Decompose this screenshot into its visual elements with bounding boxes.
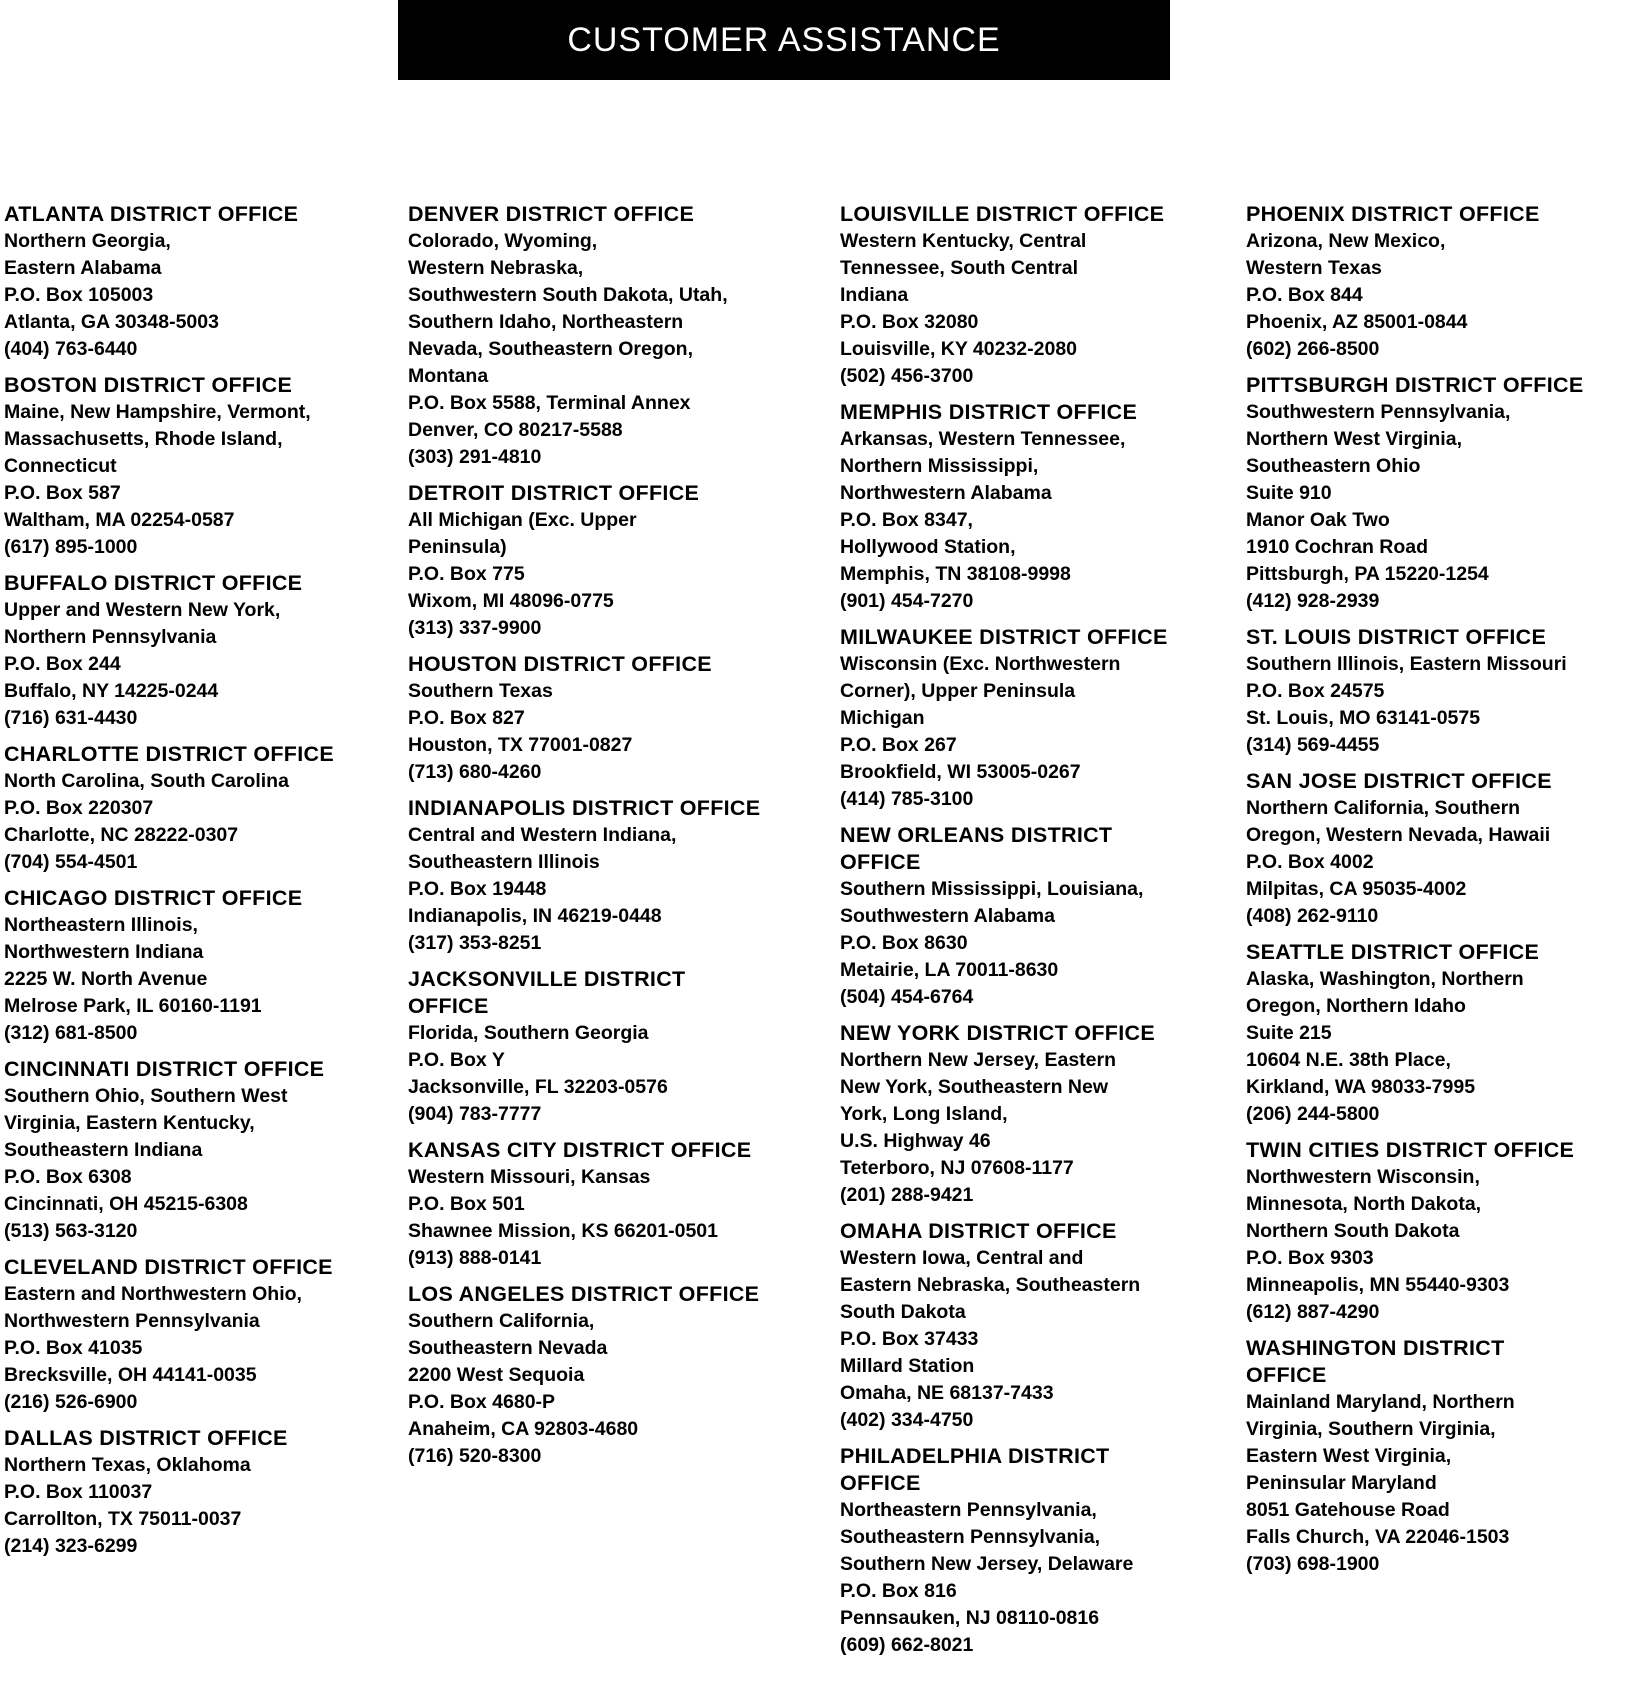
office-name: CINCINNATI DISTRICT OFFICE [4, 1057, 325, 1081]
office-detail-line: Northern Mississippi, [840, 455, 1039, 477]
office-detail-line: Brookfield, WI 53005-0267 [840, 761, 1081, 783]
office-detail-line: Northern Georgia, [4, 230, 171, 252]
office-column-3 [840, 201, 1250, 1668]
district-office-entry [1246, 939, 1632, 1128]
office-detail-line: Virginia, Eastern Kentucky, [4, 1112, 255, 1134]
office-detail-line: (313) 337-9900 [408, 617, 542, 639]
office-detail-line: Florida, Southern Georgia [408, 1022, 649, 1044]
district-office-entry [408, 1137, 818, 1272]
office-name: OMAHA DISTRICT OFFICE [840, 1219, 1117, 1243]
office-detail-line: P.O. Box 6308 [4, 1166, 132, 1188]
office-detail-line: (412) 928-2939 [1246, 590, 1380, 612]
office-detail-line: Kirkland, WA 98033-7995 [1246, 1076, 1476, 1098]
office-detail-line: Corner), Upper Peninsula [840, 680, 1076, 702]
office-detail-line: (214) 323-6299 [4, 1535, 138, 1557]
office-name: CHARLOTTE DISTRICT OFFICE [4, 742, 334, 766]
office-column-4 [1246, 201, 1632, 1587]
office-detail-line: Southwestern Pennsylvania, [1246, 401, 1511, 423]
district-office-entry [408, 795, 818, 957]
office-detail-line: All Michigan (Exc. Upper [408, 509, 637, 531]
office-detail-line: Pennsauken, NJ 08110-0816 [840, 1607, 1100, 1629]
office-detail-line: 10604 N.E. 38th Place, [1246, 1049, 1451, 1071]
office-detail-line: Indianapolis, IN 46219-0448 [408, 905, 662, 927]
office-detail-line: P.O. Box 267 [840, 734, 957, 756]
office-detail-line: (206) 244-5800 [1246, 1103, 1380, 1125]
office-detail-line: P.O. Box 220307 [4, 797, 154, 819]
office-detail-line: Alaska, Washington, Northern [1246, 968, 1524, 990]
office-detail-line: Southern Texas [408, 680, 553, 702]
office-detail-line: P.O. Box 105003 [4, 284, 154, 306]
office-detail-line: Eastern Nebraska, Southeastern [840, 1274, 1141, 1296]
office-detail-line: (502) 456-3700 [840, 365, 974, 387]
office-detail-line: Wixom, MI 48096-0775 [408, 590, 614, 612]
office-detail-line: Mainland Maryland, Northern [1246, 1391, 1515, 1413]
office-name: SAN JOSE DISTRICT OFFICE [1246, 769, 1552, 793]
office-detail-line: Melrose Park, IL 60160-1191 [4, 995, 262, 1017]
office-detail-line: P.O. Box 8347, [840, 509, 973, 531]
office-detail-line: Massachusetts, Rhode Island, [4, 428, 283, 450]
office-detail-line: Northern West Virginia, [1246, 428, 1462, 450]
office-detail-line: New York, Southeastern New [840, 1076, 1109, 1098]
office-name: PHOENIX DISTRICT OFFICE [1246, 202, 1540, 226]
office-name: BUFFALO DISTRICT OFFICE [4, 571, 303, 595]
office-name: CLEVELAND DISTRICT OFFICE [4, 1255, 333, 1279]
office-name: WASHINGTON DISTRICT [1246, 1336, 1505, 1360]
office-detail-line: (216) 526-6900 [4, 1391, 138, 1413]
office-detail-line: St. Louis, MO 63141-0575 [1246, 707, 1481, 729]
office-detail-line: Western Missouri, Kansas [408, 1166, 651, 1188]
office-detail-line: Northern New Jersey, Eastern [840, 1049, 1116, 1071]
office-detail-line: Suite 215 [1246, 1022, 1332, 1044]
office-detail-line: (408) 262-9110 [1246, 905, 1379, 927]
district-office-entry [4, 741, 384, 876]
office-detail-line: Minnesota, North Dakota, [1246, 1193, 1482, 1215]
office-detail-line: P.O. Box 24575 [1246, 680, 1385, 702]
office-detail-line: Jacksonville, FL 32203-0576 [408, 1076, 668, 1098]
office-detail-line: Southern California, [408, 1310, 595, 1332]
office-detail-line: Connecticut [4, 455, 117, 477]
office-name: BOSTON DISTRICT OFFICE [4, 373, 293, 397]
office-detail-line: Michigan [840, 707, 925, 729]
office-detail-line: Northwestern Indiana [4, 941, 204, 963]
office-name: JACKSONVILLE DISTRICT [408, 967, 686, 991]
district-office-entry [4, 201, 384, 363]
office-detail-line: Buffalo, NY 14225-0244 [4, 680, 219, 702]
office-detail-line: Houston, TX 77001-0827 [408, 734, 633, 756]
office-detail-line: Southern New Jersey, Delaware [840, 1553, 1134, 1575]
office-name: ATLANTA DISTRICT OFFICE [4, 202, 299, 226]
office-detail-line: Oregon, Western Nevada, Hawaii [1246, 824, 1551, 846]
office-detail-line: Northeastern Illinois, [4, 914, 198, 936]
office-detail-line: Atlanta, GA 30348-5003 [4, 311, 219, 333]
district-office-entry [840, 1443, 1250, 1659]
office-detail-line: Southeastern Nevada [408, 1337, 608, 1359]
office-detail-line: P.O. Box 37433 [840, 1328, 979, 1350]
office-detail-line: (402) 334-4750 [840, 1409, 974, 1431]
office-detail-line: Suite 910 [1246, 482, 1332, 504]
office-detail-line: Northwestern Wisconsin, [1246, 1166, 1480, 1188]
office-name: TWIN CITIES DISTRICT OFFICE [1246, 1138, 1575, 1162]
office-detail-line: York, Long Island, [840, 1103, 1008, 1125]
office-detail-line: Carrollton, TX 75011-0037 [4, 1508, 242, 1530]
office-detail-line: Metairie, LA 70011-8630 [840, 959, 1059, 981]
office-detail-line: Northeastern Pennsylvania, [840, 1499, 1097, 1521]
office-name: NEW YORK DISTRICT OFFICE [840, 1021, 1155, 1045]
office-detail-line: Shawnee Mission, KS 66201-0501 [408, 1220, 718, 1242]
office-name: INDIANAPOLIS DISTRICT OFFICE [408, 796, 761, 820]
office-detail-line: Hollywood Station, [840, 536, 1016, 558]
office-detail-line: (716) 631-4430 [4, 707, 138, 729]
office-column-2 [408, 201, 818, 1479]
office-detail-line: P.O. Box 8630 [840, 932, 968, 954]
office-detail-line: South Dakota [840, 1301, 966, 1323]
office-name: SEATTLE DISTRICT OFFICE [1246, 940, 1540, 964]
office-detail-line: Peninsula) [408, 536, 507, 558]
office-name: LOUISVILLE DISTRICT OFFICE [840, 202, 1165, 226]
office-detail-line: (303) 291-4810 [408, 446, 542, 468]
office-detail-line: P.O. Box 5588, Terminal Annex [408, 392, 691, 414]
office-detail-line: Eastern West Virginia, [1246, 1445, 1452, 1467]
office-detail-line: Southeastern Indiana [4, 1139, 203, 1161]
office-detail-line: Maine, New Hampshire, Vermont, [4, 401, 311, 423]
office-detail-line: P.O. Box 244 [4, 653, 121, 675]
office-name: ST. LOUIS DISTRICT OFFICE [1246, 625, 1547, 649]
office-detail-line: Southeastern Ohio [1246, 455, 1421, 477]
office-detail-line: (602) 266-8500 [1246, 338, 1380, 360]
district-office-entry [840, 822, 1250, 1011]
office-detail-line: Northern California, Southern [1246, 797, 1521, 819]
office-detail-line: P.O. Box 4002 [1246, 851, 1374, 873]
office-name: OFFICE [408, 994, 489, 1018]
office-detail-line: Manor Oak Two [1246, 509, 1390, 531]
office-detail-line: (504) 454-6764 [840, 986, 974, 1008]
district-office-entry [4, 885, 384, 1047]
office-name: OFFICE [1246, 1363, 1327, 1387]
office-detail-line: Falls Church, VA 22046-1503 [1246, 1526, 1510, 1548]
office-name: PITTSBURGH DISTRICT OFFICE [1246, 373, 1584, 397]
office-name: CHICAGO DISTRICT OFFICE [4, 886, 303, 910]
office-detail-line: Northwestern Pennsylvania [4, 1310, 260, 1332]
page-title: CUSTOMER ASSISTANCE [567, 20, 1001, 59]
office-detail-line: Anaheim, CA 92803-4680 [408, 1418, 639, 1440]
office-detail-line: Teterboro, NJ 07608-1177 [840, 1157, 1074, 1179]
office-detail-line: Western Nebraska, [408, 257, 584, 279]
office-detail-line: Waltham, MA 02254-0587 [4, 509, 235, 531]
office-detail-line: P.O. Box 41035 [4, 1337, 143, 1359]
office-detail-line: (609) 662-8021 [840, 1634, 974, 1656]
office-detail-line: 8051 Gatehouse Road [1246, 1499, 1450, 1521]
office-detail-line: Colorado, Wyoming, [408, 230, 598, 252]
district-office-entry [1246, 201, 1632, 363]
office-detail-line: P.O. Box 775 [408, 563, 525, 585]
office-detail-line: (312) 681-8500 [4, 1022, 138, 1044]
office-detail-line: Peninsular Maryland [1246, 1472, 1437, 1494]
district-office-entry [840, 1020, 1250, 1209]
office-detail-line: Southern Ohio, Southern West [4, 1085, 288, 1107]
office-detail-line: Wisconsin (Exc. Northwestern [840, 653, 1121, 675]
office-detail-line: Nevada, Southeastern Oregon, [408, 338, 693, 360]
office-detail-line: (612) 887-4290 [1246, 1301, 1380, 1323]
office-detail-line: P.O. Box 32080 [840, 311, 979, 333]
office-name: PHILADELPHIA DISTRICT [840, 1444, 1110, 1468]
district-office-entry [408, 480, 818, 642]
office-detail-line: Milpitas, CA 95035-4002 [1246, 878, 1467, 900]
office-detail-line: U.S. Highway 46 [840, 1130, 991, 1152]
office-detail-line: Indiana [840, 284, 909, 306]
district-office-entry [840, 399, 1250, 615]
office-name: LOS ANGELES DISTRICT OFFICE [408, 1282, 760, 1306]
office-detail-line: (317) 353-8251 [408, 932, 542, 954]
office-detail-line: Southern Illinois, Eastern Missouri [1246, 653, 1567, 675]
office-detail-line: (901) 454-7270 [840, 590, 974, 612]
office-detail-line: Minneapolis, MN 55440-9303 [1246, 1274, 1510, 1296]
office-name: OFFICE [840, 1471, 921, 1495]
office-detail-line: Oregon, Northern Idaho [1246, 995, 1466, 1017]
district-office-entry [1246, 372, 1632, 615]
district-office-entry [4, 1056, 384, 1245]
office-detail-line: Western Kentucky, Central [840, 230, 1087, 252]
office-detail-line: Tennessee, South Central [840, 257, 1079, 279]
office-name: DALLAS DISTRICT OFFICE [4, 1426, 288, 1450]
office-detail-line: (913) 888-0141 [408, 1247, 542, 1269]
office-name: MEMPHIS DISTRICT OFFICE [840, 400, 1138, 424]
office-name: DETROIT DISTRICT OFFICE [408, 481, 700, 505]
office-detail-line: P.O. Box 501 [408, 1193, 525, 1215]
office-detail-line: (414) 785-3100 [840, 788, 974, 810]
office-detail-line: (904) 783-7777 [408, 1103, 542, 1125]
district-office-entry [408, 966, 818, 1128]
district-office-entry [4, 1254, 384, 1416]
district-office-entry [408, 651, 818, 786]
office-name: HOUSTON DISTRICT OFFICE [408, 652, 712, 676]
office-detail-line: (201) 288-9421 [840, 1184, 974, 1206]
office-detail-line: P.O. Box Y [408, 1049, 505, 1071]
office-detail-line: Southwestern Alabama [840, 905, 1055, 927]
office-detail-line: Western Texas [1246, 257, 1382, 279]
office-detail-line: Cincinnati, OH 45215-6308 [4, 1193, 248, 1215]
header-banner [398, 0, 1170, 80]
office-name: DENVER DISTRICT OFFICE [408, 202, 695, 226]
office-detail-line: 2200 West Sequoia [408, 1364, 585, 1386]
district-office-entry [4, 1425, 384, 1560]
office-detail-line: Northern Pennsylvania [4, 626, 217, 648]
district-office-entry [1246, 1137, 1632, 1326]
office-detail-line: Upper and Western New York, [4, 599, 281, 621]
office-detail-line: Charlotte, NC 28222-0307 [4, 824, 239, 846]
district-office-entry [408, 201, 818, 471]
office-name: KANSAS CITY DISTRICT OFFICE [408, 1138, 752, 1162]
office-detail-line: P.O. Box 19448 [408, 878, 547, 900]
office-detail-line: (404) 763-6440 [4, 338, 138, 360]
office-detail-line: Central and Western Indiana, [408, 824, 677, 846]
office-detail-line: North Carolina, South Carolina [4, 770, 289, 792]
office-detail-line: Southwestern South Dakota, Utah, [408, 284, 728, 306]
office-name: OFFICE [840, 850, 921, 874]
office-detail-line: Western Iowa, Central and [840, 1247, 1084, 1269]
office-detail-line: Southeastern Illinois [408, 851, 600, 873]
office-detail-line: Eastern and Northwestern Ohio, [4, 1283, 302, 1305]
office-detail-line: Phoenix, AZ 85001-0844 [1246, 311, 1468, 333]
office-detail-line: (703) 698-1900 [1246, 1553, 1380, 1575]
office-detail-line: 1910 Cochran Road [1246, 536, 1429, 558]
district-office-entry [1246, 768, 1632, 930]
office-detail-line: Southeastern Pennsylvania, [840, 1526, 1101, 1548]
office-detail-line: Pittsburgh, PA 15220-1254 [1246, 563, 1489, 585]
office-detail-line: Northwestern Alabama [840, 482, 1052, 504]
office-detail-line: Denver, CO 80217-5588 [408, 419, 623, 441]
office-column-1 [4, 201, 384, 1569]
office-detail-line: P.O. Box 844 [1246, 284, 1363, 306]
office-detail-line: Southern Mississippi, Louisiana, [840, 878, 1144, 900]
office-detail-line: P.O. Box 827 [408, 707, 525, 729]
district-office-entry [408, 1281, 818, 1470]
office-detail-line: P.O. Box 9303 [1246, 1247, 1374, 1269]
office-detail-line: (617) 895-1000 [4, 536, 138, 558]
office-detail-line: (513) 563-3120 [4, 1220, 138, 1242]
office-detail-line: Brecksville, OH 44141-0035 [4, 1364, 257, 1386]
office-detail-line: P.O. Box 110037 [4, 1481, 153, 1503]
district-office-entry [4, 372, 384, 561]
office-detail-line: (704) 554-4501 [4, 851, 138, 873]
office-detail-line: Northern Texas, Oklahoma [4, 1454, 251, 1476]
office-detail-line: P.O. Box 4680-P [408, 1391, 556, 1413]
office-detail-line: Montana [408, 365, 489, 387]
office-detail-line: P.O. Box 587 [4, 482, 121, 504]
office-detail-line: Virginia, Southern Virginia, [1246, 1418, 1496, 1440]
office-detail-line: Eastern Alabama [4, 257, 162, 279]
district-office-entry [1246, 624, 1632, 759]
office-detail-line: (713) 680-4260 [408, 761, 542, 783]
office-detail-line: Omaha, NE 68137-7433 [840, 1382, 1054, 1404]
office-detail-line: (314) 569-4455 [1246, 734, 1380, 756]
district-office-entry [4, 570, 384, 732]
office-detail-line: 2225 W. North Avenue [4, 968, 208, 990]
office-detail-line: (716) 520-8300 [408, 1445, 542, 1467]
office-detail-line: Arkansas, Western Tennessee, [840, 428, 1126, 450]
office-detail-line: Memphis, TN 38108-9998 [840, 563, 1071, 585]
district-office-entry [840, 1218, 1250, 1434]
office-detail-line: Louisville, KY 40232-2080 [840, 338, 1078, 360]
office-detail-line: Arizona, New Mexico, [1246, 230, 1446, 252]
district-office-entry [840, 201, 1250, 390]
office-name: MILWAUKEE DISTRICT OFFICE [840, 625, 1168, 649]
office-detail-line: P.O. Box 816 [840, 1580, 957, 1602]
office-detail-line: Southern Idaho, Northeastern [408, 311, 684, 333]
office-detail-line: Northern South Dakota [1246, 1220, 1460, 1242]
district-office-entry [840, 624, 1250, 813]
office-name: NEW ORLEANS DISTRICT [840, 823, 1113, 847]
district-office-entry [1246, 1335, 1632, 1578]
office-detail-line: Millard Station [840, 1355, 975, 1377]
